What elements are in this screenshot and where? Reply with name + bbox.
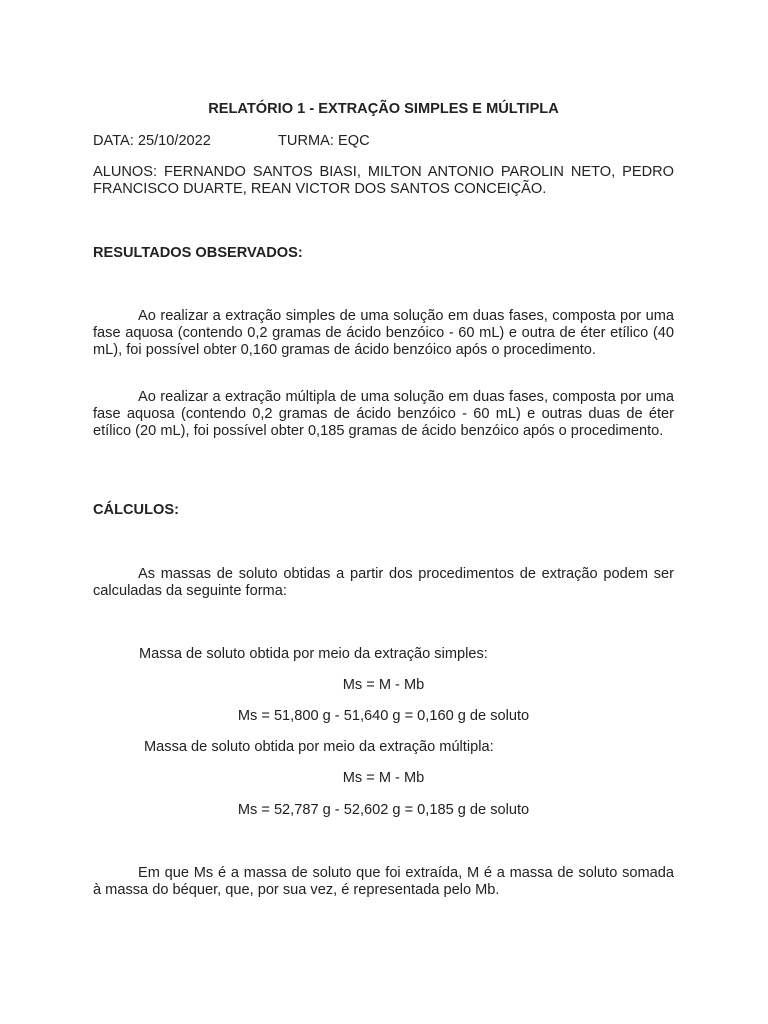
multiple-extraction-formula: Ms = M - Mb — [342, 770, 425, 786]
explanation-paragraph: Em que Ms é a massa de soluto que foi extraída, M é a massa de soluto somada à massa do béquer, que, por sua vez, é representada pelo Mb. — [93, 865, 674, 898]
results-paragraph-2: Ao realizar a extração múltipla de uma solução em duas fases, composta por uma fase aquosa (contendo 0,2 gramas de ácido benzóico - 60 mL) e outras duas de éter etílico (20 mL), foi possível obter 0,185 gramas de ácido benzóico após o procedimento. — [93, 389, 674, 439]
report-meta — [93, 133, 674, 150]
report-date: DATA: 25/10/2022 — [93, 133, 211, 149]
calculations-intro: As massas de soluto obtidas a partir dos procedimentos de extração podem ser calculadas da seguinte forma: — [93, 566, 674, 599]
calculations-heading: CÁLCULOS: — [93, 502, 179, 518]
report-class: TURMA: EQC — [278, 133, 370, 149]
results-heading: RESULTADOS OBSERVADOS: — [93, 245, 303, 261]
simple-extraction-calculation: Ms = 51,800 g - 51,640 g = 0,160 g de soluto — [237, 708, 530, 724]
document-page — [93, 0, 674, 1024]
simple-extraction-formula: Ms = M - Mb — [342, 677, 425, 693]
results-paragraph-1: Ao realizar a extração simples de uma solução em duas fases, composta por uma fase aquosa (contendo 0,2 gramas de ácido benzóico - 60 mL) e outra de éter etílico (40 mL), foi possível obter 0,160 gramas de ácido benzóico após o procedimento. — [93, 308, 674, 358]
report-title: RELATÓRIO 1 - EXTRAÇÃO SIMPLES E MÚLTIPLA — [208, 101, 559, 117]
multiple-extraction-label: Massa de soluto obtida por meio da extração múltipla: — [144, 739, 494, 755]
multiple-extraction-calculation: Ms = 52,787 g - 52,602 g = 0,185 g de soluto — [237, 802, 530, 818]
simple-extraction-label: Massa de soluto obtida por meio da extração simples: — [139, 646, 488, 662]
students-list: ALUNOS: FERNANDO SANTOS BIASI, MILTON ANTONIO PAROLIN NETO, PEDRO FRANCISCO DUARTE, REAN VICTOR DOS SANTOS CONCEIÇÃO. — [93, 164, 674, 197]
